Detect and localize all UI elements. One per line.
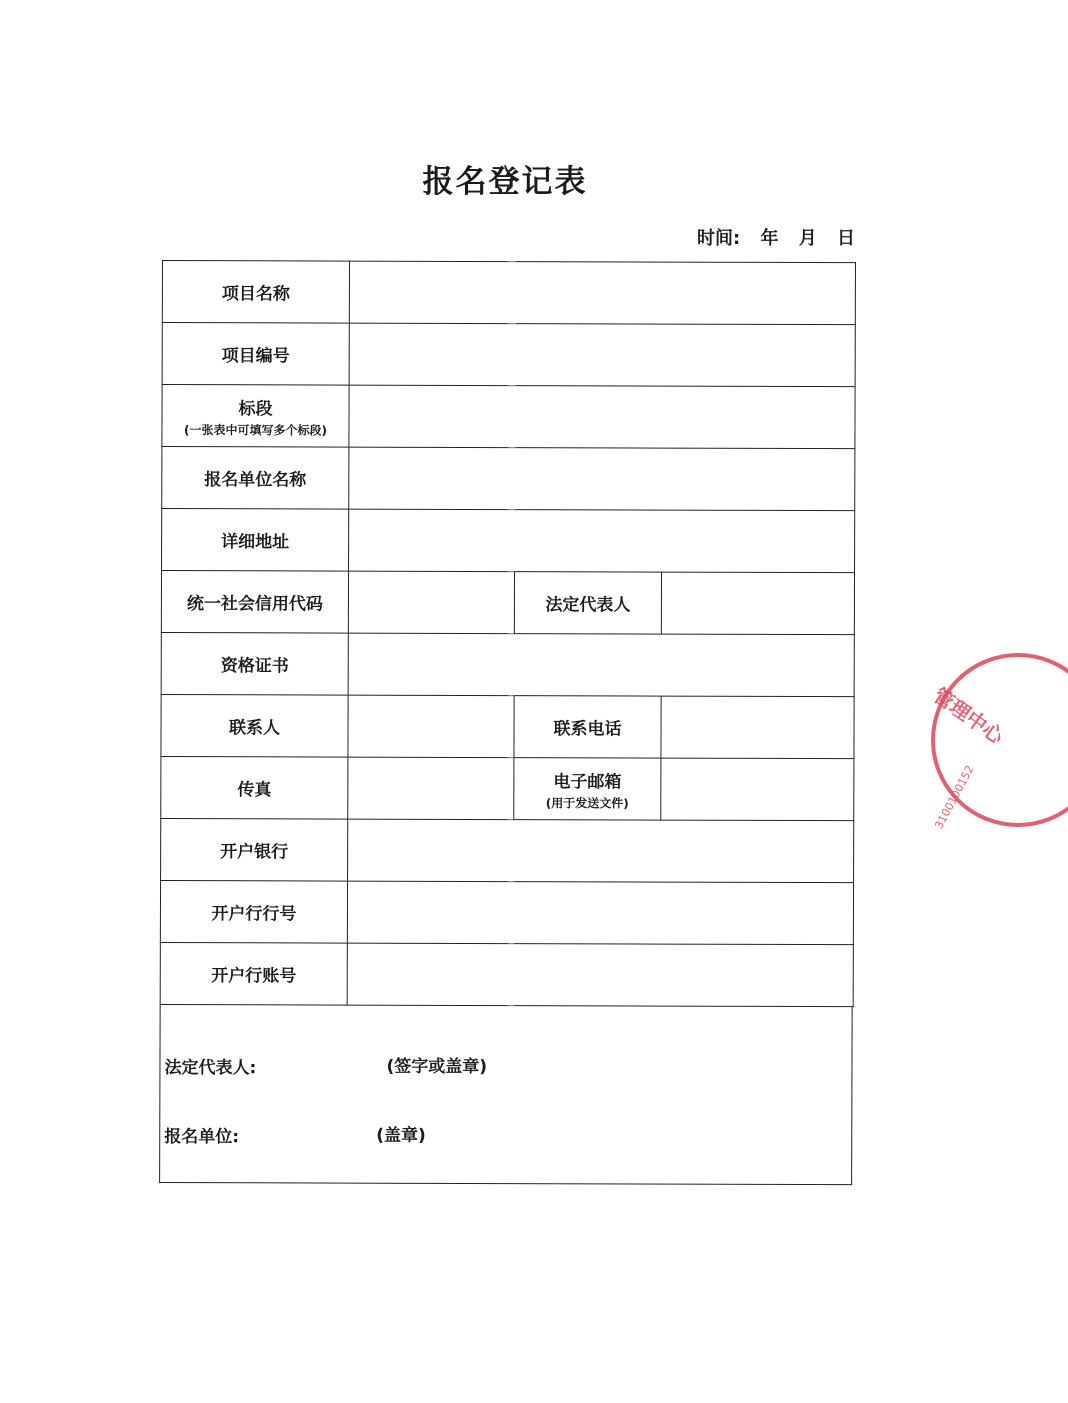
applicant-name-field[interactable]	[349, 447, 855, 511]
fax-label: 传真	[161, 756, 348, 819]
credit-code-label: 统一社会信用代码	[161, 571, 348, 634]
row-bank-code	[160, 880, 853, 944]
bank-label: 开户银行	[161, 818, 348, 881]
phone-field[interactable]	[661, 696, 854, 759]
applicant-seal-note[interactable]: (盖章)	[376, 1125, 426, 1146]
row-qualification	[161, 632, 854, 696]
row-section	[162, 385, 855, 449]
email-note: (用于发送文件)	[545, 795, 629, 810]
form-title: 报名登记表	[422, 164, 588, 200]
row-applicant-name	[162, 447, 855, 511]
row-fax	[161, 756, 854, 820]
qualification-label: 资格证书	[161, 632, 348, 695]
bank-account-field[interactable]	[347, 943, 853, 1007]
date-day: 日	[837, 228, 856, 249]
section-field[interactable]	[349, 385, 855, 449]
row-bank	[161, 818, 854, 882]
contact-label: 联系人	[161, 694, 348, 757]
date-month: 月	[798, 228, 817, 249]
row-project-name	[162, 261, 855, 325]
row-contact	[161, 694, 854, 758]
bank-field[interactable]	[348, 819, 854, 883]
date-year: 年	[760, 228, 779, 249]
project-number-field[interactable]	[349, 323, 855, 387]
email-field[interactable]	[661, 758, 854, 821]
fax-field[interactable]	[348, 757, 514, 820]
legal-rep-label: 法定代表人	[514, 572, 661, 634]
project-name-field[interactable]	[349, 261, 855, 325]
applicant-name-label: 报名单位名称	[162, 447, 349, 510]
email-label-cell	[514, 758, 661, 820]
seal-number: 3100100152	[932, 763, 977, 832]
date-label: 时间:	[697, 228, 741, 249]
legal-rep-sign-label: 法定代表人:	[164, 1058, 257, 1079]
row-address	[162, 509, 855, 573]
signature-section	[159, 1005, 853, 1185]
row-bank-account	[160, 942, 853, 1006]
section-label: 标段	[238, 398, 273, 419]
row-credit-code	[161, 571, 854, 635]
address-field[interactable]	[349, 509, 855, 573]
bank-code-label: 开户行行号	[160, 880, 347, 943]
bank-account-label: 开户行账号	[160, 942, 347, 1005]
legal-rep-sign-note[interactable]: (签字或盖章)	[386, 1056, 488, 1078]
legal-rep-field[interactable]	[661, 572, 854, 635]
qualification-field[interactable]	[348, 633, 854, 697]
official-seal-stamp	[918, 640, 1068, 830]
project-number-label: 项目编号	[162, 323, 349, 386]
project-name-label: 项目名称	[162, 261, 349, 324]
address-label: 详细地址	[162, 509, 349, 572]
bank-code-field[interactable]	[347, 881, 853, 945]
registration-table	[160, 260, 856, 1007]
contact-field[interactable]	[348, 695, 514, 758]
seal-text: 管理中心	[928, 682, 1009, 749]
credit-code-field[interactable]	[348, 571, 514, 634]
phone-label: 联系电话	[514, 696, 661, 758]
applicant-sign-label: 报名单位:	[164, 1127, 240, 1148]
section-label-cell	[162, 385, 349, 448]
email-label: 电子邮箱	[553, 771, 622, 792]
section-note: (一张表中可填写多个标段)	[183, 422, 327, 438]
registration-form	[159, 260, 859, 1208]
row-project-number	[162, 323, 855, 387]
date-line	[697, 224, 855, 250]
